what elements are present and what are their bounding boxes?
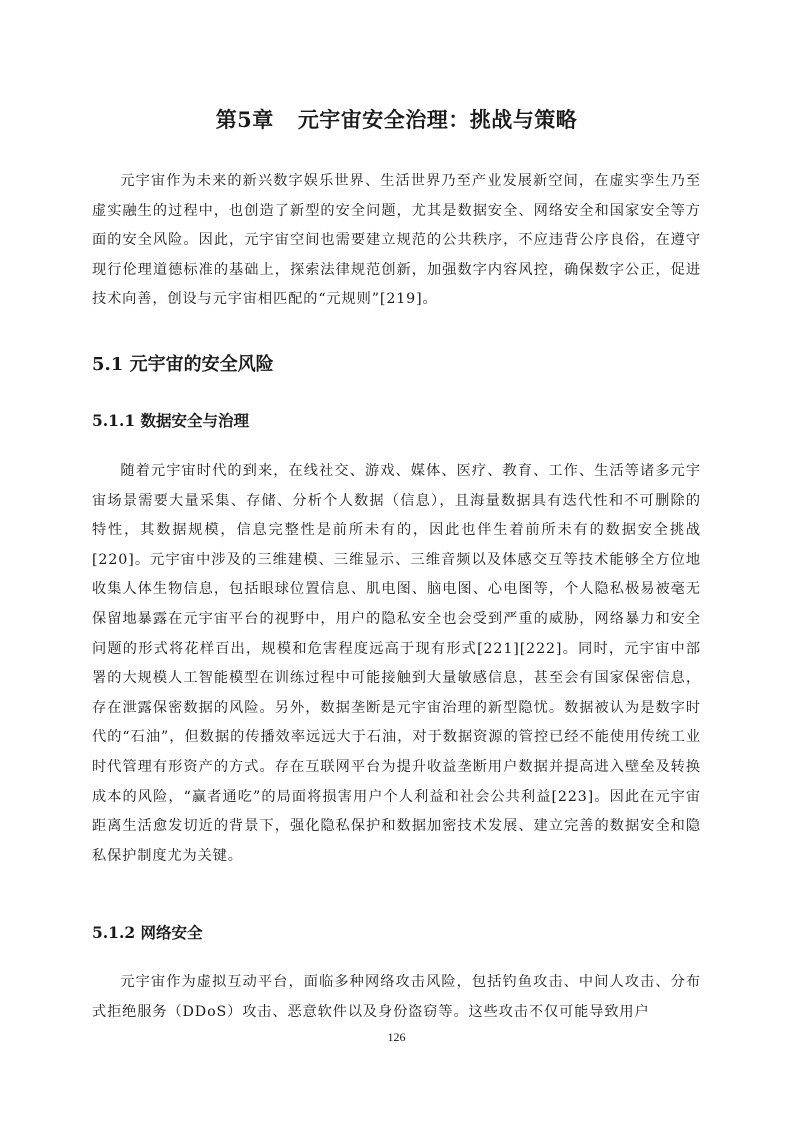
section-heading-5-1-2: 5.1.2 网络安全 — [92, 923, 203, 942]
chapter-title — [92, 104, 701, 134]
paragraph-5-1-1: 随着元宇宙时代的到来，在线社交、游戏、媒体、医疗、教育、工作、生活等诸多元宇宙场景需要大量采集、存储、分析个人数据（信息），且海量数据具有迭代性和不可删除的特性，其数据规模，信息完整性是前所未有的，因此也伴生着前所未有的数据安全挑战[220]。元宇宙中涉及的三维建模、三维显示、三维音频以及体感交互等技术能够全方位地收集人体生物信息，包括眼球位置信息、肌电图、脑电图、心电图等，个人隐私极易被毫无保留地暴露在元宇宙平台的视野中，用户的隐私安全也会受到严重的威胁，网络暴力和安全问题的形式将花样百出，规模和危害程度远高于现有形式[221][222]。同时，元宇宙中部署的大规模人工智能模型在训练过程中可能接触到大量敏感信息，甚至会有国家保密信息，存在泄露保密数据的风险。另外，数据垄断是元宇宙治理的新型隐忧。数据被认为是数字时代的“石油”，但数据的传播效率远远大于石油，对于数据资源的管控已经不能使用传统工业时代管理有形资产的方式。存在互联网平台为提升收益垄断用户数据并提高进入壁垒及转换成本的风险，“赢者通吃”的局面将损害用户个人利益和社会公共利益[223]。因此在元宇宙距离生活愈发切近的背景下，强化隐私保护和数据加密技术发展、建立完善的数据安全和隐私保护制度尤为关键。 — [92, 463, 701, 864]
chapter-title-text: 元宇宙安全治理：挑战与策略 — [297, 107, 578, 132]
chapter-number: 第5章 — [215, 107, 274, 132]
document-page — [92, 0, 701, 1122]
paragraph-5-1-2: 元宇宙作为虚拟互动平台，面临多种网络攻击风险，包括钓鱼攻击、中间人攻击、分布式拒绝服务（DDoS）攻击、恶意软件以及身份盗窃等。这些攻击不仅可能导致用户 — [92, 974, 701, 1020]
section-heading-5-1-1: 5.1.1 数据安全与治理 — [92, 411, 250, 430]
intro-paragraph: 元宇宙作为未来的新兴数字娱乐世界、生活世界乃至产业发展新空间，在虚实孪生乃至虚实融生的过程中，也创造了新型的安全问题，尤其是数据安全、网络安全和国家安全等方面的安全风险。因此，元宇宙空间也需要建立规范的公共秩序，不应违背公序良俗，在遵守现行伦理道德标准的基础上，探索法律规范创新，加强数字内容风控，确保数字公正，促进技术向善，创设与元宇宙相匹配的“元规则”[219]。 — [92, 173, 701, 308]
page-number: 126 — [387, 1030, 406, 1044]
section-heading-5-1: 5.1 元宇宙的安全风险 — [92, 354, 274, 375]
